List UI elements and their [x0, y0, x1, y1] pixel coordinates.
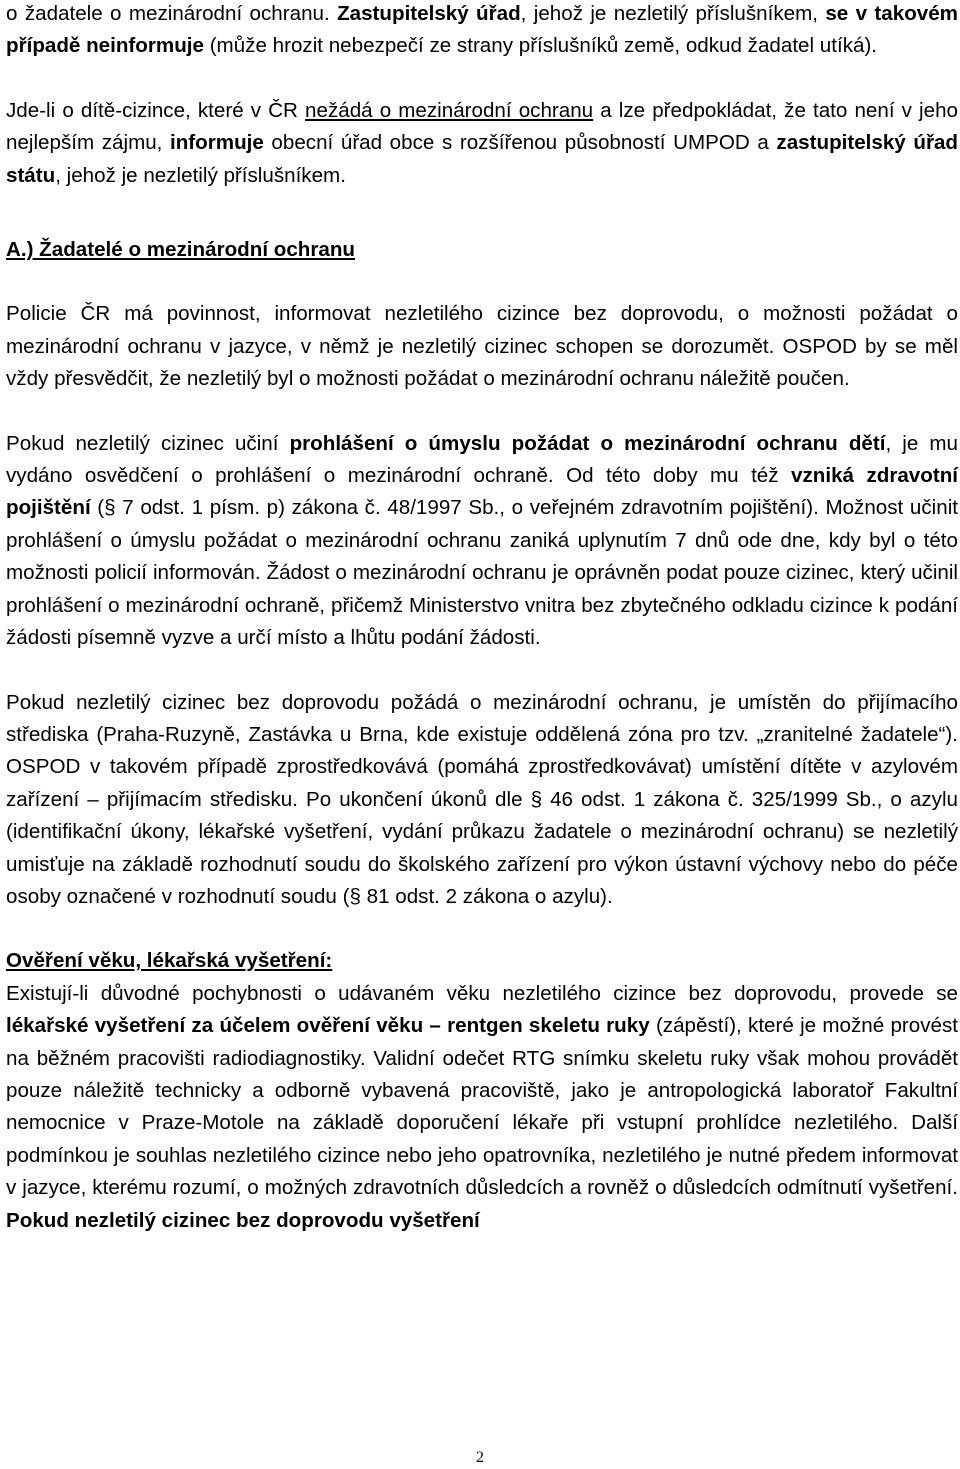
text: o žadatele o mezinárodní ochranu.: [6, 2, 338, 25]
text: Existují-li důvodné pochybnosti o udávaném věku nezletilého cizince bez doprovodu, provede se: [6, 981, 958, 1005]
paragraph-4: [6, 428, 958, 655]
bold-text: Pokud nezletilý cizinec bez doprovodu vyšetření: [6, 1208, 480, 1232]
section-heading-a: A.) Žadatelé o mezinárodní ochranu: [6, 238, 355, 262]
text: (zápěstí), které je možné provést na běžném pracovišti radiodiagnostiky. Validní odečet RTG snímku skeletu ruky však mohou provádět pouze náležitě technicky a odborně vybavená pracoviště, jako je antropologická laboratoř Fakultní nemocnice v Praze-Motole na základě doporučení lékaře při vstupní prohlídce nezletilého. Další podmínkou je souhlas nezletilého cizince nebo jeho opatrovníka, nezletilého je nutné předem informovat v jazyce, kterému rozumí, o možných zdravotních důsledcích a rovněž o důsledcích odmítnutí vyšetření.: [6, 1014, 958, 1200]
bold-underlined-heading: Ověření věku, lékařská vyšetření:: [6, 949, 333, 973]
text: , jehož je nezletilý příslušníkem,: [520, 2, 826, 25]
paragraph-1: [6, 0, 958, 63]
bold-text: Zastupitelský úřad: [337, 2, 521, 25]
text: Pokud nezletilý cizinec bez doprovodu požádá o mezinárodní ochranu, je umístěn do přijímacího střediska (Praha-Ruzyně, Zastávka u Brna, kde existuje oddělená zóna pro tzv. „zranitelné žadatele“). OSPOD v takovém případě zprostředkovává (pomáhá zprostředkovávat) umístění dítěte v azylovém zařízení – přijímacím středisku. Po ukončení úkonů dle § 46 odst. 1 zákona č. 325/1999 Sb., o azylu (identifikační úkony, lékařské vyšetření, vydání průkazu žadatele o mezinárodní ochranu) se nezletilý umisťuje na základě rozhodnutí soudu do školského zařízení pro výkon ústavní výchovy nebo do péče osoby označené v rozhodnutí soudu (§ 81 odst. 2 zákona o azylu).: [6, 690, 958, 908]
bold-text: vzniká zdravotní pojištění: [6, 464, 958, 520]
bold-text: prohlášení o úmyslu požádat o mezinárodní ochranu dětí: [289, 431, 886, 455]
text: , jehož je nezletilý příslušníkem.: [55, 163, 346, 187]
document-page: [6, 0, 958, 1237]
bold-text: informuje: [170, 131, 264, 155]
paragraph-2: [6, 95, 958, 192]
text: Policie ČR má povinnost, informovat nezletilého cizince bez doprovodu, o možnosti požádat o mezinárodní ochranu v jazyce, v němž je nezletilý cizinec schopen se dorozumět. OSPOD by se měl vždy přesvědčit, že nezletilý byl o možnosti požádat o mezinárodní ochranu náležitě poučen.: [6, 302, 958, 391]
text: , je mu vydáno osvědčení o prohlášení o mezinárodní ochraně. Od této doby mu též: [6, 431, 958, 488]
text: a lze předpokládat, že tato není v jeho nejlepším zájmu,: [6, 98, 958, 155]
bold-text: lékařské vyšetření za účelem ověření věku – rentgen skeletu ruky: [6, 1014, 650, 1038]
bold-text: se v takovém případě neinformuje: [6, 2, 958, 58]
paragraph-3: [6, 298, 958, 395]
bold-text: zastupitelský úřad státu: [6, 131, 958, 187]
text: obecní úřad obce s rozšířenou působností UMPOD a: [263, 131, 777, 155]
paragraph-6: [6, 978, 958, 1237]
text: (§ 7 odst. 1 písm. p) zákona č. 48/1997 Sb., o veřejném zdravotním pojištění). Možnost učinit prohlášení o úmyslu požádat o mezinárodní ochranu zaniká uplynutím 7 dnů ode dne, kdy byl o této možnosti policií informován. Žádost o mezinárodní ochranu je oprávněn podat pouze cizinec, který učinil prohlášení o mezinárodní ochraně, přičemž Ministerstvo vnitra bez zbytečného odkladu cizince k podání žádosti písemně vyzve a určí místo a lhůtu podání žádosti.: [6, 496, 958, 650]
paragraph-5: [6, 687, 958, 914]
text: Pokud nezletilý cizinec učiní: [6, 431, 290, 455]
text: (může hrozit nebezpečí ze strany příslušníků země, odkud žadatel utíká).: [203, 34, 878, 58]
page-number: 2: [476, 1449, 484, 1466]
underlined-text: nežádá o mezinárodní ochranu: [305, 98, 594, 122]
section-heading-b: [6, 945, 958, 977]
text: Jde-li o dítě-cizince, které v ČR: [6, 98, 306, 122]
